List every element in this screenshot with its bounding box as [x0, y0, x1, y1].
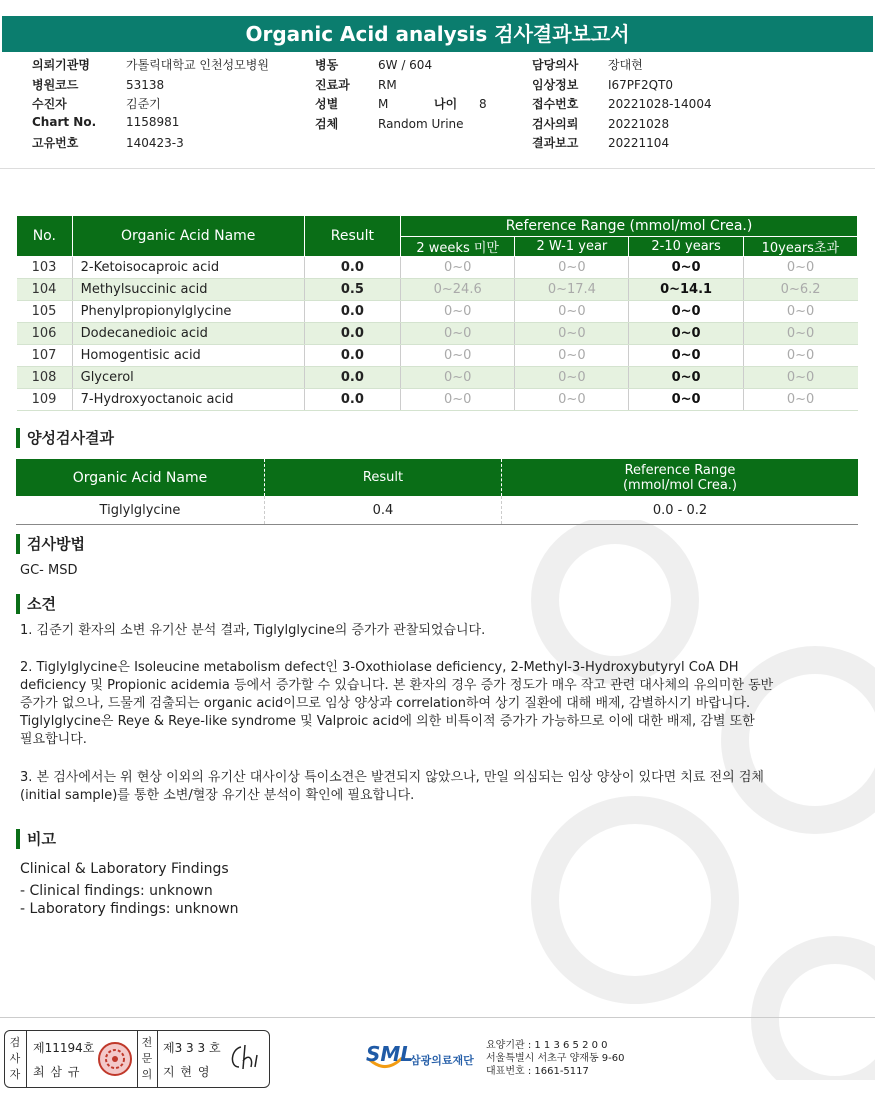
- examiner-name: 최 삼 규: [33, 1065, 81, 1079]
- cell-name: 7-Hydroxyoctanoic acid: [72, 389, 304, 411]
- label-sex: 성별: [315, 97, 339, 111]
- divider: [157, 1031, 158, 1087]
- table-row: [16, 496, 858, 525]
- cell-result: 0.0: [304, 301, 400, 323]
- cell-ref-highlight: 0~0: [629, 367, 743, 389]
- cell-ref: 0~0: [515, 389, 629, 411]
- cell-result: 0.0: [304, 257, 400, 279]
- cell-ref: 0~0: [743, 389, 857, 411]
- cell-ref: 0~0: [401, 257, 515, 279]
- opinion-line: 필요합니다.: [20, 732, 87, 747]
- cell-no: 104: [17, 279, 73, 301]
- cell-ref-highlight: 0~0: [629, 345, 743, 367]
- opinion-line: Tiglylglycine은 Reye & Reye-like syndrome 및 Valproic acid에 의한 비특이적 증가가 가능하므로 이에 대한 배제, 감별 또한: [20, 714, 755, 729]
- value-patient: 김준기: [126, 97, 161, 111]
- opinion-line: 3. 본 검사에서는 위 현상 이외의 유기산 대사이상 특이소견은 발견되지 않았으나, 만일 의심되는 임상 양상이 있다면 치료 전의 검체: [20, 770, 764, 785]
- col-reference-line2: (mmol/mol Crea.): [622, 477, 737, 493]
- value-department: RM: [378, 77, 397, 92]
- cell-ref: 0~0: [515, 367, 629, 389]
- col-ref-4: 10years초과: [743, 237, 857, 257]
- cell-ref: 0~0: [401, 345, 515, 367]
- cell-ref: 0~0: [401, 301, 515, 323]
- cell-ref: 0~0: [515, 345, 629, 367]
- label-chart-no: Chart No.: [32, 114, 97, 129]
- label-receipt-no: 접수번호: [532, 97, 579, 111]
- value-ward: 6W / 604: [378, 58, 433, 72]
- info-col-1: [32, 56, 269, 154]
- table-row: [17, 279, 858, 301]
- cell-name: Glycerol: [72, 367, 304, 389]
- cell-ref-highlight: 0~0: [629, 323, 743, 345]
- value-hospital-code: 53138: [126, 77, 165, 92]
- table-row: [17, 345, 858, 367]
- cell-name: 2-Ketoisocaproic acid: [72, 257, 304, 279]
- cell-ref: 0~17.4: [515, 279, 629, 301]
- org-address: [486, 1039, 625, 1078]
- note-line-3: - Laboratory findings: unknown: [20, 901, 239, 917]
- col-result: Result: [265, 459, 502, 496]
- opinion-line: 2. Tiglylglycine은 Isoleucine metabolism defect인 3-Oxothiolase deficiency, 2-Methyl-3-Hydroxybutyryl CoA DH: [20, 660, 739, 675]
- value-report-date: 20221104: [608, 136, 670, 150]
- cell-name: Phenylpropionylglycine: [72, 301, 304, 323]
- table-row: [17, 301, 858, 323]
- title-bar: [0, 0, 875, 48]
- value-specimen: Random Urine: [378, 116, 464, 131]
- col-name: Organic Acid Name: [16, 459, 265, 496]
- positive-results-table: [16, 459, 858, 525]
- label-report-date: 결과보고: [532, 136, 579, 150]
- method-text: GC- MSD: [20, 563, 78, 578]
- label-requester: 의뢰기관명: [32, 58, 90, 72]
- cell-ref: 0~0: [401, 389, 515, 411]
- cell-ref-highlight: 0~14.1: [629, 279, 743, 301]
- method-heading: 검사방법: [16, 534, 85, 554]
- label-specimen: 검체: [315, 116, 339, 131]
- col-reference: [502, 459, 859, 496]
- examiner-label: 검사자: [9, 1036, 21, 1081]
- divider: [137, 1031, 138, 1087]
- specialist-label: 전문의: [141, 1036, 153, 1081]
- value-requester: 가톨릭대학교 인천성모병원: [126, 58, 269, 72]
- col-name: Organic Acid Name: [72, 216, 304, 257]
- address: 서울특별시 서초구 양재동 9-60: [486, 1053, 625, 1064]
- col-reference-line1: Reference Range: [624, 462, 736, 478]
- cell-ref: 0~0: [743, 257, 857, 279]
- cell-ref: 0.0 - 0.2: [502, 496, 859, 525]
- opinion-line: (initial sample)를 통한 소변/혈장 유기산 분석이 확인에 필요합니다.: [20, 788, 415, 803]
- cell-no: 106: [17, 323, 73, 345]
- cell-ref: 0~0: [515, 323, 629, 345]
- value-chart-no: 1158981: [126, 114, 180, 129]
- cell-ref: 0~0: [743, 345, 857, 367]
- cell-result: 0.0: [304, 389, 400, 411]
- label-clinical-info: 임상정보: [532, 77, 579, 92]
- label-ward: 병동: [315, 58, 339, 72]
- cell-result: 0.4: [265, 496, 502, 525]
- label-department: 진료과: [315, 77, 350, 92]
- cell-ref: 0~24.6: [401, 279, 515, 301]
- value-doctor: 장대현: [608, 58, 643, 72]
- examiner-seal-icon: [97, 1041, 133, 1077]
- label-unique-no: 고유번호: [32, 136, 79, 150]
- opinion-paragraph-2: [20, 659, 773, 749]
- cell-ref: 0~0: [515, 301, 629, 323]
- table-row: [17, 367, 858, 389]
- cell-name: Methylsuccinic acid: [72, 279, 304, 301]
- phone-number: 대표번호 : 1661-5117: [486, 1066, 589, 1077]
- value-request-date: 20221028: [608, 116, 670, 131]
- table-row: [17, 389, 858, 411]
- table-row: [17, 323, 858, 345]
- cell-ref: 0~6.2: [743, 279, 857, 301]
- cell-ref: 0~0: [401, 367, 515, 389]
- cell-ref: 0~0: [743, 301, 857, 323]
- cell-no: 103: [17, 257, 73, 279]
- cell-name: Homogentisic acid: [72, 345, 304, 367]
- cell-ref: 0~0: [743, 323, 857, 345]
- label-request-date: 검사의뢰: [532, 116, 579, 131]
- positive-results-heading: 양성검사결과: [16, 428, 114, 448]
- cell-name: Tiglylglycine: [16, 496, 265, 525]
- specialist-id: 제3 3 3 호: [163, 1041, 221, 1055]
- info-col-2: [315, 56, 487, 134]
- label-age: 나이: [434, 97, 458, 111]
- cell-no: 105: [17, 301, 73, 323]
- cell-result: 0.0: [304, 367, 400, 389]
- divider: [0, 168, 875, 169]
- value-clinical-info: I67PF2QT0: [608, 77, 673, 92]
- note-line-1: Clinical & Laboratory Findings: [20, 861, 229, 877]
- cell-ref-highlight: 0~0: [629, 301, 743, 323]
- note-heading: 비고: [16, 829, 56, 849]
- opinion-heading: 소견: [16, 594, 56, 614]
- signature-box: [4, 1030, 270, 1088]
- opinion-line: deficiency 및 Propionic acidemia 등에서 증가할 수 있습니다. 본 환자의 경우 증가 정도가 매우 작고 관련 대사체의 유의미한 동반: [20, 678, 774, 693]
- value-sex: M: [378, 97, 389, 111]
- info-col-3: [532, 56, 712, 154]
- col-reference: Reference Range (mmol/mol Crea.): [401, 216, 858, 237]
- opinion-paragraph-3: [20, 769, 764, 805]
- facility-code: 요양기관 : 1 1 3 6 5 2 0 0: [486, 1040, 608, 1051]
- divider: [26, 1031, 27, 1087]
- value-age: 8: [479, 97, 487, 111]
- opinion-paragraph-1: 1. 김준기 환자의 소변 유기산 분석 결과, Tiglylglycine의 증가가 관찰되었습니다.: [20, 623, 486, 638]
- col-ref-3: 2-10 years: [629, 237, 743, 257]
- footer-divider: [0, 1017, 875, 1018]
- org-name: 삼광의료재단: [410, 1054, 474, 1067]
- label-doctor: 담당의사: [532, 58, 579, 72]
- cell-name: Dodecanedioic acid: [72, 323, 304, 345]
- label-patient: 수진자: [32, 97, 67, 111]
- cell-result: 0.0: [304, 323, 400, 345]
- opinion-line: 증가가 없으나, 드물게 검출되는 organic acid이므로 임상 양상과 correlation하여 상기 질환에 대해 배제, 감별하시기 바랍니다.: [20, 696, 751, 711]
- cell-ref: 0~0: [743, 367, 857, 389]
- table-row: [17, 257, 858, 279]
- results-table: [16, 215, 858, 411]
- value-receipt-no: 20221028-14004: [608, 97, 712, 111]
- specialist-name: 지 현 영: [163, 1065, 211, 1079]
- cell-ref: 0~0: [401, 323, 515, 345]
- cell-no: 109: [17, 389, 73, 411]
- col-no: No.: [17, 216, 73, 257]
- label-hospital-code: 병원코드: [32, 77, 79, 92]
- cell-no: 108: [17, 367, 73, 389]
- cell-result: 0.5: [304, 279, 400, 301]
- col-ref-1: 2 weeks 미만: [401, 237, 515, 257]
- cell-no: 107: [17, 345, 73, 367]
- cell-result: 0.0: [304, 345, 400, 367]
- signature-icon: [227, 1041, 265, 1075]
- cell-ref: 0~0: [515, 257, 629, 279]
- note-line-2: - Clinical findings: unknown: [20, 883, 213, 899]
- value-unique-no: 140423-3: [126, 136, 184, 150]
- cell-ref-highlight: 0~0: [629, 257, 743, 279]
- col-ref-2: 2 W-1 year: [515, 237, 629, 257]
- cell-ref-highlight: 0~0: [629, 389, 743, 411]
- examiner-id: 제11194호: [33, 1041, 95, 1055]
- report-title: Organic Acid analysis 검사결과보고서: [2, 16, 873, 52]
- col-result: Result: [304, 216, 400, 257]
- logo-text: SML: [366, 1042, 414, 1066]
